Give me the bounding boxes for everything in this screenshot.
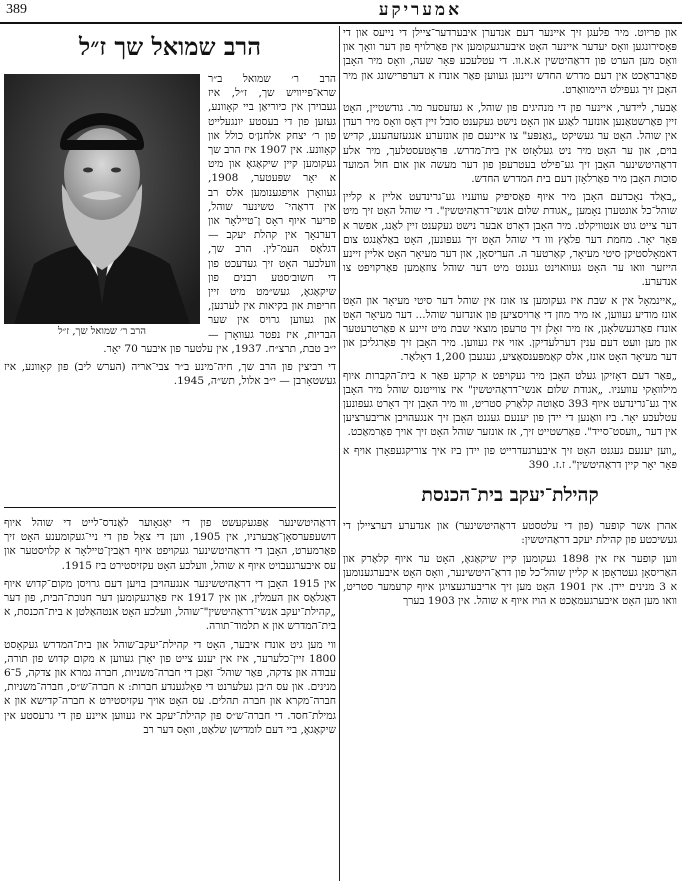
section-divider — [4, 507, 336, 508]
paragraph: „באַלד נאָכדעם האָבן מיר איוף פאַסיפיק עוועניו גע־גרינדעט אליין א קליין שוהל־כל אונטערן נאָמען „אגודת שלום אנשי־דראַהיטשין". די שוהל האָט זיך מיט דער צייט גוט אנטוויקלט. מיר האָבן דאָרט אבער נישט געקענט זיין לאַנג, אפשר א פּאָר יאָר. מחמת דער פלאַץ ווו די שוהל האָט זיך געפונען, האָט באַלאַנגט צום דאמאָלסטיקן סיטי מעיאָר, קאַרטער ה. העריסאָן, און דער מעיאָר האָט אליין זיינע הייזער וואו ער האָט געוואוינט געגנט מיט דער שוהל צוזאַמען פאַרקויפט צו אנדערע. — [343, 191, 677, 289]
column-divider — [339, 26, 340, 881]
article-title: הרב שמואל שך ז״ל — [78, 32, 262, 61]
paragraph: די רביצין פון הרב שך, חיה־מינע ב״ר צבי־אריה (הערש ליב) פון קאָוונע, איז געשטאָרבן — י״ב אלול, תש״ה, 1945. — [4, 361, 336, 388]
paragraph: „ווען יענעם געגנט האָט זיך איבערגעדרייט פון יידן ביז איך צוריקגעפאָרן אויף א פּאָר יאָר קיין דראַהיטשין". ז.ז. 390 — [343, 444, 677, 471]
paragraph: אַבער, לײדער, איינער פון די מנהיגים פון שוהל, א געזעסער מר. גודשטיין, האָט זיין פאַרשטאַנען אונזער לאַגע און האָט נישט געקענט סובל זיין דאָס וואָס מיר רעדן אין שוהל. האָט ער געשיקט „גאַנפּע" צו איינעם פון אונזערע אנגעזעהענע, קדיש בוים, און ער האָט מיר ניט געלאָזט אין בית־מדרש. פּראָטעסטלעך, מיר אלע דראַהיטשינער האָבן זיך גע־פילט בעטרעפן פון דער מעשה און אום חול המועד סוכות האָבן מיר פאַרלאָזן דעם בית המדרש החדש. — [343, 102, 677, 186]
paragraph: און פריוט. מיר פלעגן זיך איינער דעם אנדערן איבערדער־ציילן די נייעס און די פּאָסירונגען וואָס יעדער איינער האָט איבערגעקומען אין פאַרלויף פון דער וואָך און וואָס מען הערט פון דראַהיטשין א.א.וו. די עטלעכע פּאָר שעה, וואָס מיר האָבן פאַרבראַכט אין דעם מדרש החדש זיינען געווען פאַר אונדז א דערפרישונג און מיר האָבן זיך געפילט היימוואַרט. — [343, 27, 677, 96]
paragraph: אין 1915 האָבן די דראַהיטשינער אנגעהויבן בויען דעם גרויסן מקום־קדוש איוף דאַגלאַס און העמלין, און אין 1917 איז פאַרגעקומען דער חנוכת־הבית, פון דער „קהילת־יעקב אנשי־דראַהיטשין"־שוהל, וועלכע האָט אנטהאַלטן א בית־הכנסת, א בית־המדרש און א תלמוד־תורה. — [4, 577, 336, 633]
paragraph: ווען קופער איז אין 1898 געקומען קיין שיקאַגאָ, האָט ער איוף קלאַרק און האַריסאָן געטראָפן א קליין שוהל־כל פון דראַ־היטשינער, וואָס האָט איבערגענומען א 3 מנינים יידן. אין 1901 האָט מען זיך אריבערגעצויגן איוף קרעמער סטריט, וואו מען האָט איבערגעמאַכט א הויז איוף א שוהל. אין 1903 בערך — [343, 552, 677, 608]
portrait-image — [4, 74, 200, 324]
section-title: קהילת־יעקב בית־הכנסת — [421, 484, 599, 507]
paragraph: „פאַר דעם דאָזיקן געלט האָבן מיר געקויפט א קרקע פאַר א בית־הקברות איוף מילוואָקי עוועניו. „אגודת שלום אנשי־דראַהיטשין" איז צווייטנס שוהל מיר האָבן איך גע־גרינדעט איוף 393 סאַוטה קלאַרק סטריט, ווו מיר האָבן זיך דאָרט געפונען עטלעכע יאָר. ביז וואַנען די יידן פון יענעם געגנט האָבן זיך אנגעהויבן אריבערציען אין דער „וועסט־סייד". פאַרשטייט זיך, אז אונזער שוהל האָט זיך אויך פאַרמאַכט. — [343, 369, 677, 439]
left-column — [4, 26, 336, 881]
page-number: 389 — [6, 2, 27, 17]
running-title: אמעריקע — [378, 0, 462, 20]
paragraph: אהרן אשר קופער (פון די עלטסטע דראַהיטשינער) און אנדערע דערציילן די געשיכטע פון קהילת יעקב דראַהיטשין: — [343, 520, 677, 547]
portrait-photo — [4, 74, 200, 324]
paragraph: הרב ר׳ שמואל ב״ר שרא־פייוויש שך, ז״ל, איז געבוירן אין כיוריאַן ביי קאָוונע, געזען פון די בעסטע יונגעלייט פון ר׳ יצחק אלחנן׳ס כולל און קאָוונע. אין 1907 איז הרב שך געקומען קיין שיקאַגאָ און מיט א יאָר שפּעטער, 1908, געוואָרן אויפגענומען אלס רב אין דראַהי־ טשינער שוהל, פריער איוף ראָס ן־טיילאָר און דערנאָך אין קהלת יעקב — דגלאַס העמ־לין. הרב שך, וועלכער האָט זיך געדעכט פון די חשוב׳סטע רבנים פון שיקאַגאָ, געש״מט מיט זיין חריפות און בקיאות אין לערנען, און געווען גרויס אין שער הבריות, איז נפטר געוואָרן — י״ב טבת, תרצ״ח. 1937, אין עלטער פון איבער 70 יאָר. — [103, 73, 336, 355]
photo-caption: הרב ר׳ שמואל שך, ז״ל — [57, 326, 147, 337]
paragraph: „איינמאָל אין א שבת איז געקומען צו אונז אין שוהל דער סיטי מעיאָר און האָט אונז מודיע געווען, אז מיר מוזן די אַרויסציען פון אונדזער שוהל... דער מעיאָר האָט אונדז פאַרגעשלאָגן, אז מיר זאָלן זיך טרעפן מוצאי שבת מיט זיינע א פאַרטרעטער און מען וועט דעם ענין דערלעדיקן. אזוי איז געווען. מיר האָבן זיך פאַרגליכן און דער מעיאָר האָט אונז, אלס קאַמפּענסאַציע, געגעבן 1,200 דאָלאַר. — [343, 294, 677, 364]
paragraph: דראַהיטשינער אַפּגעקעשט פון די יאַנאָוער לאַנדס־לייט די שוהל איוף דושעפערסאָן־אַבערניו, אין 1905, ווען די צאָל פון די ניי־געקומענע האָט זיך פאַרמערט, האָבן די דראַהיטשינער געקויפט איוף ראַבין־טיילאָר א קלויסטער און עס איבערגעבויט איוף א שוהל, וועלכע האָט עקזיסטירט ביז 1915. — [4, 517, 336, 572]
paragraph: ווי מען גיט אונדז איבער, האָט די קהילת־יעקב־שוהל און בית־המדרש געקאָסט 1800 זיין־כלערער, איז אין יענע צייט פון יאָרן געווען א מקום קדוש פון תורה, עבודה און צדקה, פאַר שוהל־ זאַכן די חברה־משניות, חברה גמרא און צדקה, 5־6 מנינים. און עס ה׳בן געלערנט די פאָלגענדע חברות: א חברה־ש״ס, חברה־משניות, חברה־מקרא און חברה תהלים. עס האָט אויך עקזיסטירט א חברה־קדישא און א גמילת־חסד. די חברה־ש״ס פון קהילת־יעקב איז געווען איינע פון די גרעסטע אין שיקאַגאָ, ביי דעם לומדישן שלאַט, וואָס דער רב — [4, 638, 336, 736]
portrait-figure — [4, 74, 200, 337]
right-column — [343, 26, 677, 881]
biography-block — [4, 26, 336, 499]
page-header — [0, 0, 682, 24]
